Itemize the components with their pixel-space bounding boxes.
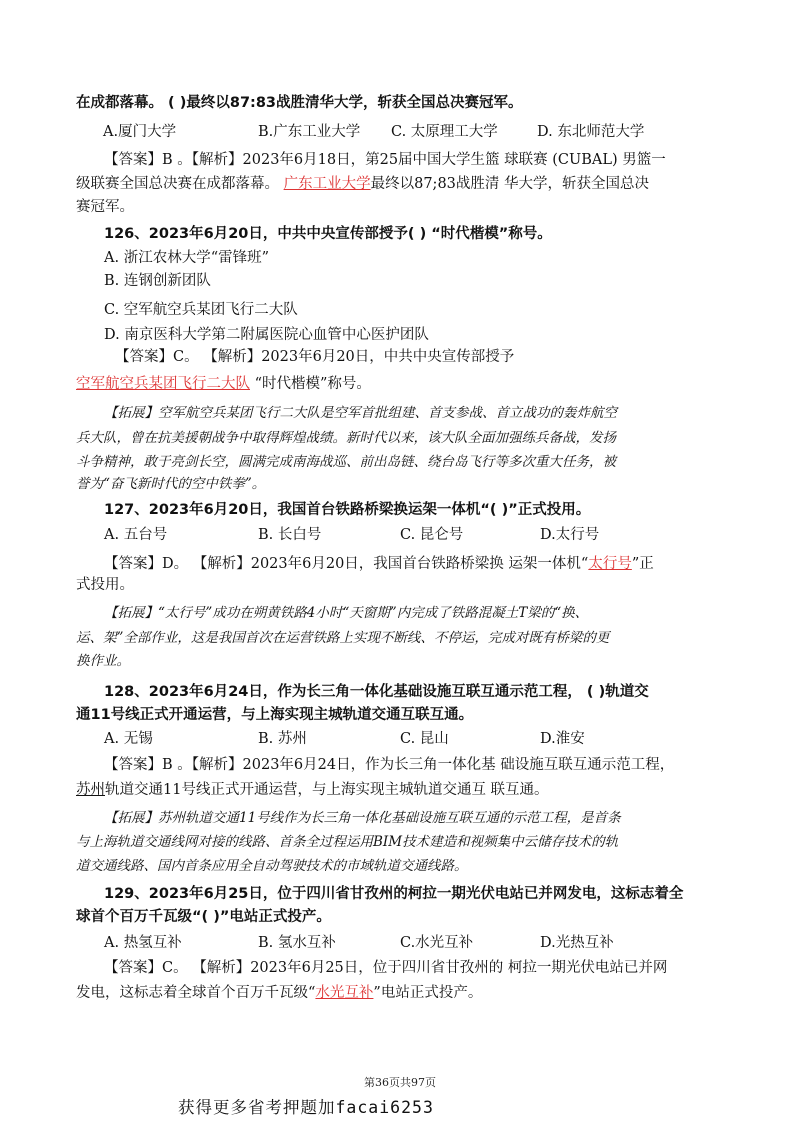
- q128-expand-line1: 【拓展】苏州轨道交通11号线作为长三角一体化基础设施互联互通的示范工程，是首条: [104, 810, 621, 826]
- q125-answer-text: 级联赛全国总决赛在成都落幕。: [76, 176, 284, 192]
- q125-option-c: C. 太原理工大学: [391, 124, 498, 140]
- q128-answer-line2: [76, 780, 549, 800]
- q125-option-d: D. 东北师范大学: [537, 124, 645, 140]
- q129-question-line2: 球首个百万千瓦级“( )”电站正式投产。: [76, 909, 331, 925]
- q129-answer-line2: [76, 983, 482, 1003]
- q127-answer-text-post: ”正: [631, 556, 654, 572]
- q128-answer-highlight: 苏州: [76, 782, 105, 798]
- q127-option-c: C. 昆仑号: [400, 527, 464, 543]
- q128-answer-line1: 【答案】B 。【解析】2023年6月24日，作为长三角一体化基 础设施互联互通示范工程，: [104, 757, 675, 773]
- q126-expand-line2: 兵大队，曾在抗美援朝战争中取得辉煌战绩。新时代以来，该大队全面加强练兵备战，发扬: [76, 430, 616, 446]
- q125-answer-highlight: 广东工业大学: [283, 176, 371, 192]
- q127-answer-highlight: 太行号: [588, 556, 632, 572]
- q129-answer-text: 发电，这标志着全球首个百万千瓦级“: [76, 985, 316, 1001]
- q128-answer-text-post: 轨道交通11号线正式开通运营，与上海实现主城轨道交通互 联互通。: [105, 782, 549, 798]
- q126-expand-line1: 【拓展】空军航空兵某团飞行二大队是空军首批组建、首支参战、首立战功的轰炸航空: [104, 405, 617, 421]
- q128-question-line1: 128、2023年6月24日，作为长三角一体化基础设施互联互通示范工程， ( )轨道交: [104, 684, 649, 700]
- q125-answer-line3: 赛冠军。: [76, 199, 134, 215]
- q126-expand-line4: 誉为“奋飞新时代的空中铁拳”。: [76, 476, 266, 492]
- q127-option-a: A. 五台号: [104, 527, 168, 543]
- q128-question-line2: 通11号线正式开通运营，与上海实现主城轨道交通互联互通。: [76, 707, 474, 723]
- q126-answer-highlight: 空军航空兵某团飞行二大队: [76, 376, 250, 392]
- q126-option-b: B. 连钢创新团队: [104, 273, 211, 289]
- q126-option-a: A. 浙江农林大学“雷锋班”: [104, 250, 270, 266]
- q127-expand-line3: 换作业。: [76, 653, 130, 669]
- q129-option-c: C.水光互补: [400, 935, 474, 951]
- page-number: 第36页共97页: [364, 1076, 436, 1089]
- q126-question: 126、2023年6月20日，中共中央宣传部授予( ) “时代楷模”称号。: [104, 226, 552, 242]
- q126-expand-line3: 斗争精神，敢于亮剑长空，圆满完成南海战巡、前出岛链、绕台岛飞行等多次重大任务，被: [76, 454, 616, 470]
- q127-question: 127、2023年6月20日，我国首台铁路桥梁换运架一体机“( )”正式投用。: [104, 502, 591, 518]
- q129-answer-line1: 【答案】C。 【解析】2023年6月25日，位于四川省甘孜州的 柯拉一期光伏电站已并网: [104, 960, 668, 976]
- q125-answer-line1: 【答案】B 。【解析】2023年6月18日，第25届中国大学生篮 球联赛 (CUBAL) 男篮一: [104, 152, 666, 168]
- q127-option-d: D.太行号: [540, 527, 600, 543]
- q126-option-c: C. 空军航空兵某团飞行二大队: [104, 302, 298, 318]
- q129-answer-highlight: 水光互补: [315, 985, 374, 1001]
- q129-question-line1: 129、2023年6月25日，位于四川省甘孜州的柯拉一期光伏电站已并网发电，这标志着全: [104, 886, 684, 902]
- promo-text: 获得更多省考押题加facai6253: [178, 1098, 434, 1117]
- q126-answer-line2: [76, 374, 371, 394]
- q129-option-d: D.光热互补: [540, 935, 614, 951]
- q129-option-b: B. 氢水互补: [258, 935, 336, 951]
- q125-option-a: A.厦门大学: [103, 124, 177, 140]
- q128-option-c: C. 昆山: [400, 731, 449, 747]
- q127-answer-line1: [104, 554, 654, 574]
- q127-option-b: B. 长白号: [258, 527, 322, 543]
- q126-answer-text-post: “时代楷模”称号。: [250, 376, 371, 392]
- q128-option-a: A. 无锡: [104, 731, 153, 747]
- q127-answer-line2: 式投用。: [76, 577, 134, 593]
- q129-answer-text-post: ”电站正式投产。: [373, 985, 483, 1001]
- q125-answer-text-post: 最终以87;83战胜清 华大学，斩获全国总决: [370, 176, 650, 192]
- q126-answer-line1: 【答案】C。 【解析】2023年6月20日，中共中央宣传部授予: [115, 349, 515, 365]
- q127-expand-line1: 【拓展】“太行号”成功在朔黄铁路4小时“天窗期”内完成了铁路混凝土T梁的“换、: [104, 605, 589, 621]
- q127-answer-text: 【答案】D。 【解析】2023年6月20日，我国首台铁路桥梁换 运架一体机“: [104, 556, 589, 572]
- q128-option-d: D.淮安: [540, 731, 585, 747]
- q126-option-d: D. 南京医科大学第二附属医院心血管中心医护团队: [104, 327, 429, 343]
- q125-question: 在成都落幕。 ( )最终以87:83战胜清华大学，斩获全国总决赛冠军。: [76, 95, 523, 111]
- q128-expand-line3: 道交通线路、国内首条应用全自动驾驶技术的市域轨道交通线路。: [76, 858, 468, 874]
- q125-answer-line2: [76, 174, 649, 194]
- q129-option-a: A. 热氢互补: [104, 935, 182, 951]
- q128-expand-line2: 与上海轨道交通线网对接的线路、首条全过程运用BIM技术建造和视频集中云储存技术的轨: [76, 834, 619, 850]
- q125-option-b: B.广东工业大学: [258, 124, 361, 140]
- q128-option-b: B. 苏州: [258, 731, 307, 747]
- q127-expand-line2: 运、架”全部作业，这是我国首次在运营铁路上实现不断线、不停运，完成对既有桥梁的更: [76, 630, 610, 646]
